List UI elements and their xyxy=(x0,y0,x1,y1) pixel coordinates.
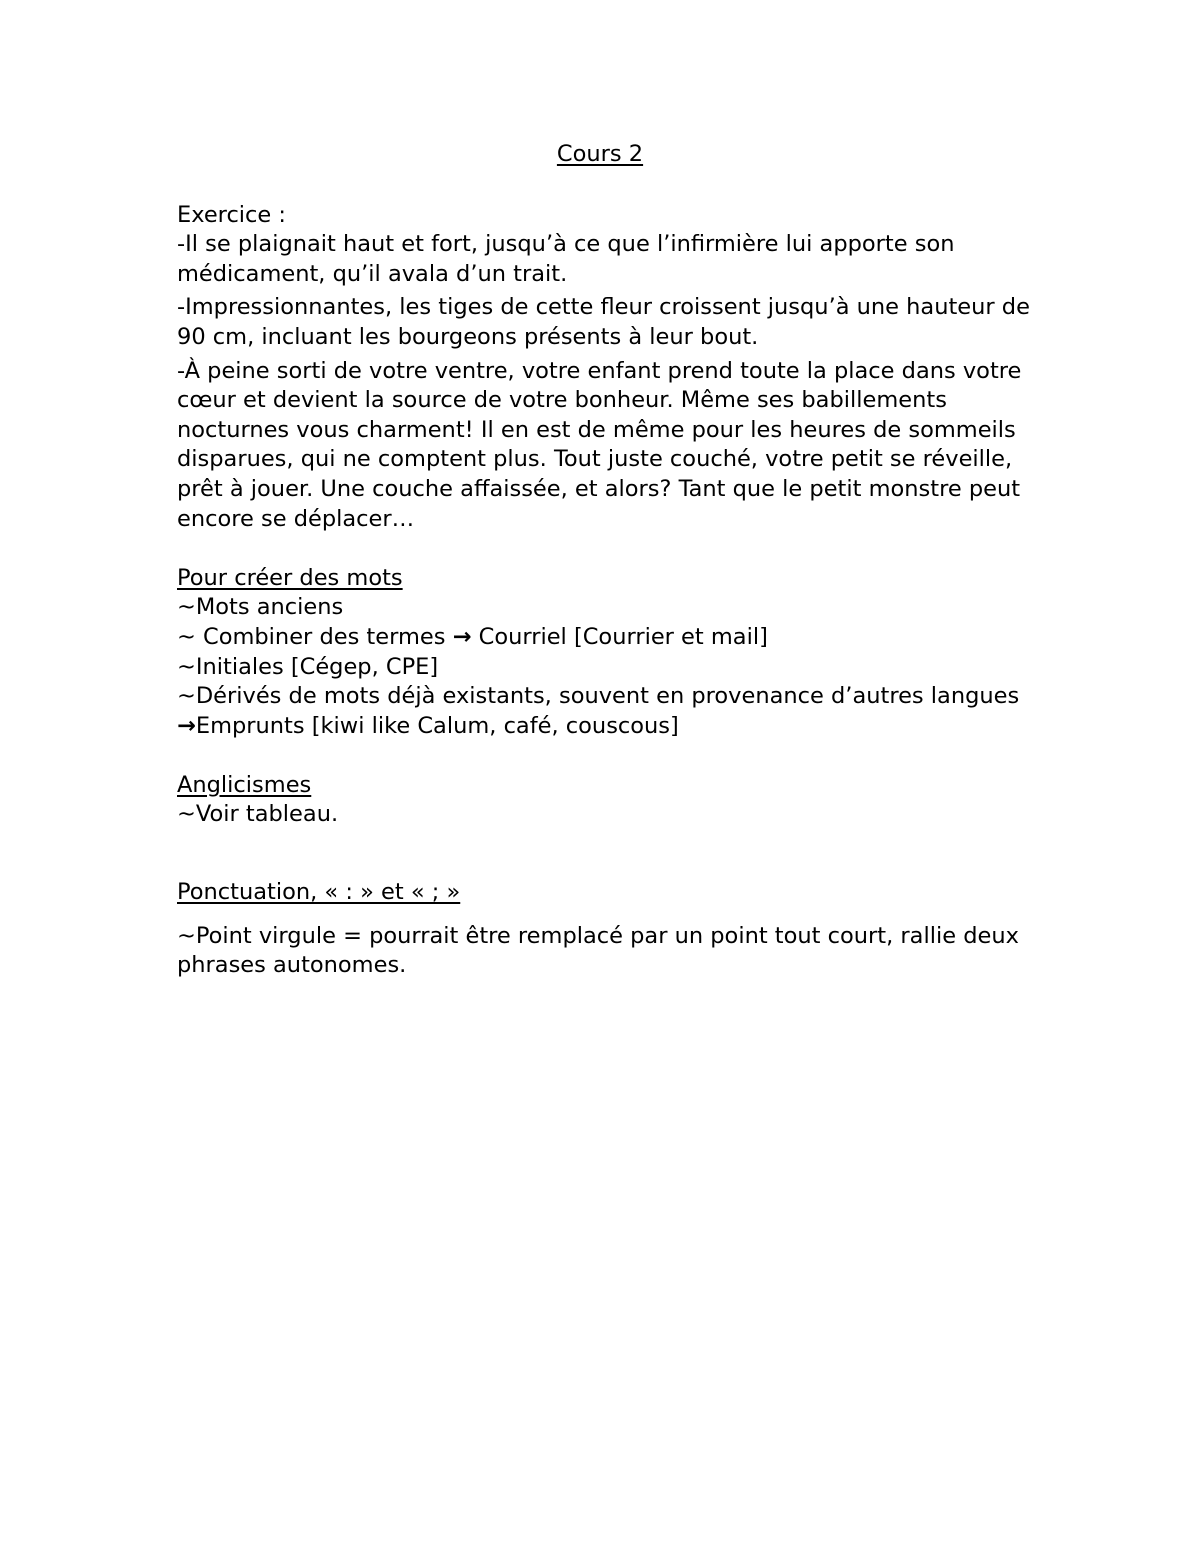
list-item xyxy=(177,712,1037,742)
list-item-text: Emprunts [kiwi like Calum, café, couscous] xyxy=(195,712,679,739)
document-body xyxy=(177,140,1037,981)
list-item: ~Voir tableau. xyxy=(177,801,339,828)
section-heading-ponctuation: Ponctuation, « : » et « ; » xyxy=(177,879,461,906)
arrow-right-icon: → xyxy=(452,623,472,650)
list-item: ~Mots anciens xyxy=(177,594,344,621)
section-heading-anglicismes: Anglicismes xyxy=(177,771,312,798)
exercise-item-3: -À peine sorti de votre ventre, votre enfant prend toute la place dans votre cœur et devient la source de votre bonheur. Même ses babillements nocturnes vous charment! Il en est de même pour les heures de sommeils disparues, qui ne comptent plus. Tout juste couché, votre petit se réveille, prêt à jouer. Une couche affaissée, et alors? Tant que le petit monstre peut encore se déplacer… xyxy=(177,357,1029,532)
list-item-text: ~ Combiner des termes xyxy=(177,623,453,650)
exercise-item-1: -Il se plaignait haut et fort, jusqu’à ce que l’infirmière lui apporte son médicament, qu’il avala d’un trait. xyxy=(177,231,962,287)
arrow-right-icon: → xyxy=(177,712,196,739)
list-item xyxy=(177,623,1037,653)
exercise-label: Exercice : xyxy=(177,201,287,228)
spacer xyxy=(177,534,1037,564)
list-item: ~Initiales [Cégep, CPE] xyxy=(177,653,439,680)
list-item: ~Point virgule = pourrait être remplacé par un point tout court, rallie deux phrases autonomes. xyxy=(177,922,1019,979)
exercise-item-2: -Impressionnantes, les tiges de cette fleur croissent jusqu’à une hauteur de 90 cm, incluant les bourgeons présents à leur bout. xyxy=(177,294,1038,350)
spacer xyxy=(177,741,1037,771)
list-item: ~Dérivés de mots déjà existants, souvent en provenance d’autres langues xyxy=(177,683,1020,710)
spacer xyxy=(177,830,1037,878)
section-heading-creer-mots: Pour créer des mots xyxy=(177,564,403,591)
document-title: Cours 2 xyxy=(556,141,644,167)
list-item-text: Courriel [Courrier et mail] xyxy=(471,623,768,650)
